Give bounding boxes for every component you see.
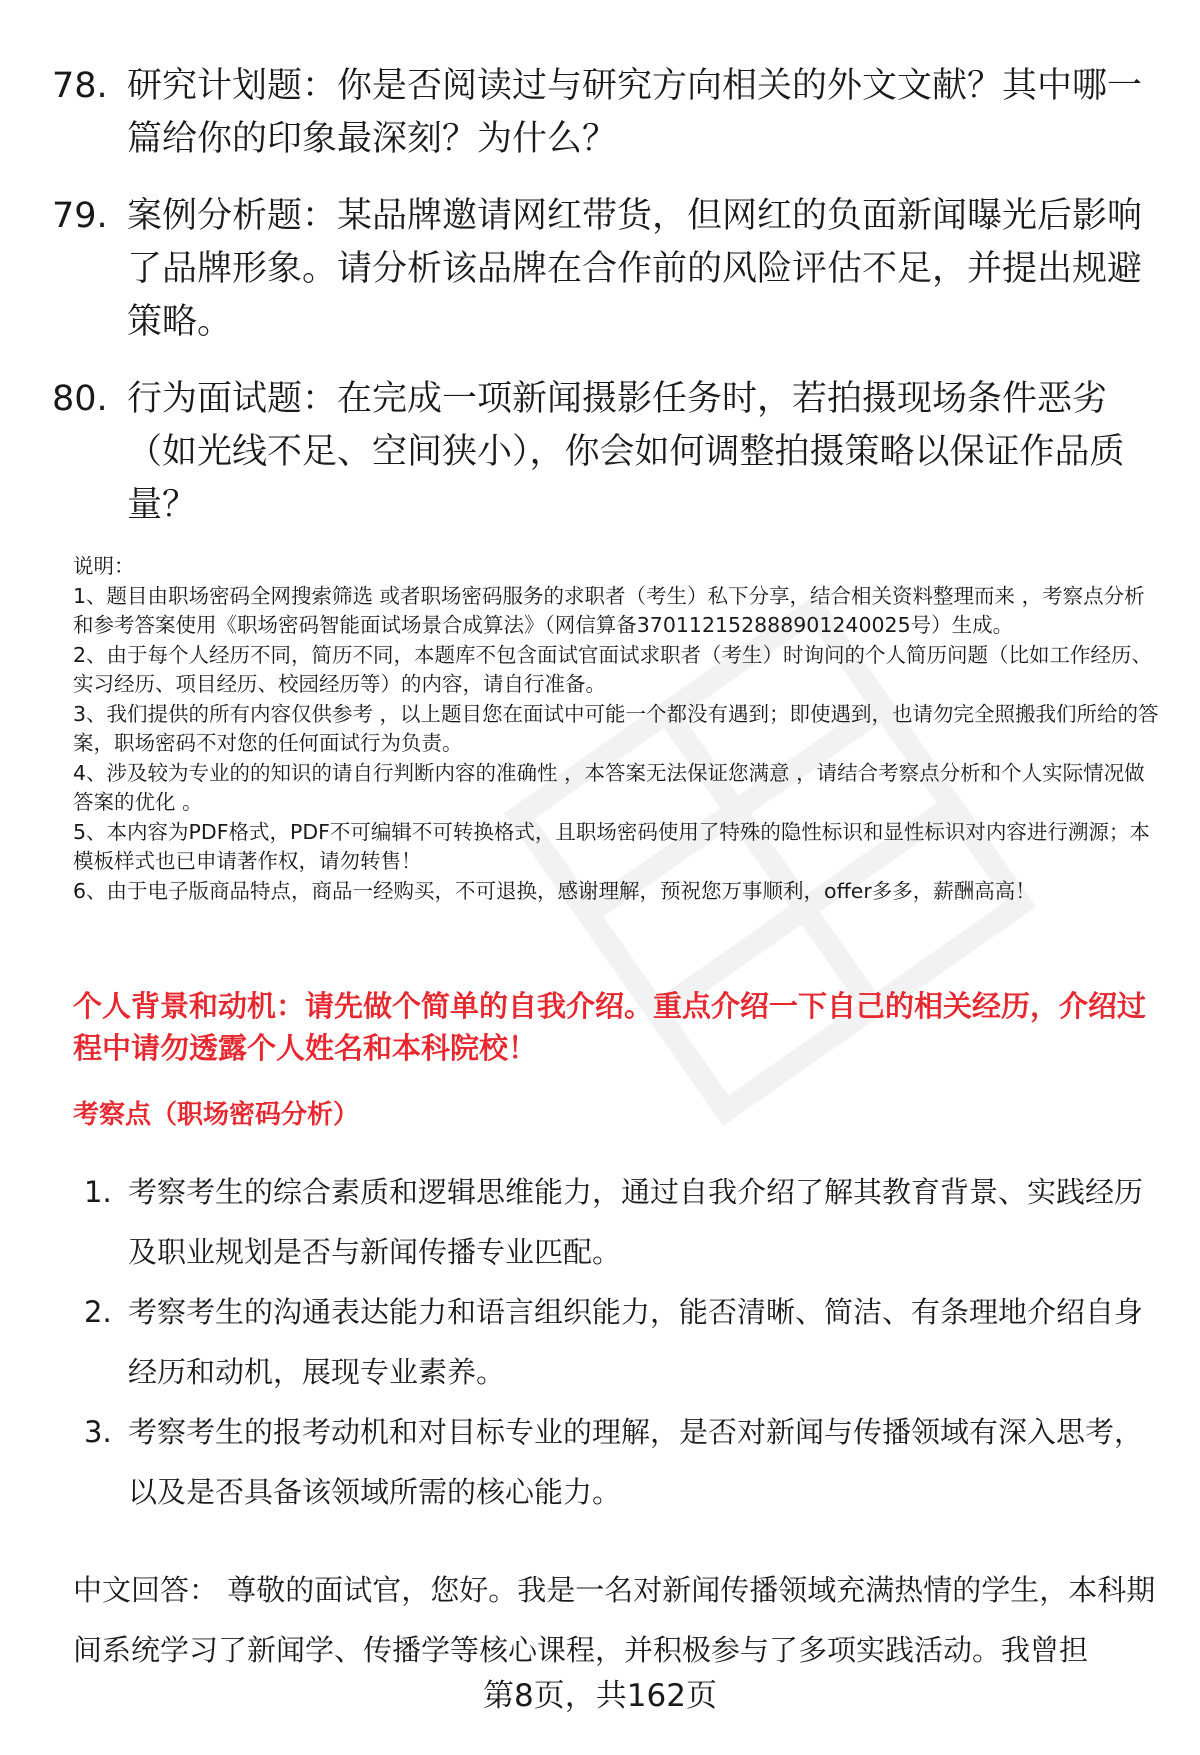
point-number: 2. bbox=[84, 1295, 112, 1329]
note-item: 4、涉及较为专业的的知识的请自行判断内容的准确性 ，本答案无法保证您满意 ，请结合考察点分析和个人实际情况做答案的优化 。 bbox=[73, 760, 1145, 814]
point-text: 考察考生的综合素质和逻辑思维能力，通过自我介绍了解其教育背景、实践经历及职业规划是否与新闻传播专业匹配。 bbox=[128, 1175, 1144, 1269]
question-item bbox=[52, 60, 1152, 166]
analysis-heading: 考察点（职场密码分析） bbox=[73, 1100, 360, 1130]
background-question-heading: 个人背景和动机：请先做个简单的自我介绍。重点介绍一下自己的相关经历，介绍过程中请勿透露个人姓名和本科院校！ bbox=[73, 989, 1147, 1065]
note-item: 5、本内容为PDF格式，PDF不可编辑不可转换格式，且职场密码使用了特殊的隐性标识和显性标识对内容进行溯源；本模板样式也已申请著作权，请勿转售！ bbox=[73, 819, 1150, 873]
page-number-footer: 第8页，共162页 bbox=[483, 1678, 717, 1714]
analysis-points bbox=[84, 1162, 1164, 1522]
question-text: 行为面试题：在完成一项新闻摄影任务时，若拍摄现场条件恶劣（如光线不足、空间狭小），你会如何调整拍摄策略以保证作品质量？ bbox=[127, 379, 1125, 525]
note-item: 1、题目由职场密码全网搜索筛选 或者职场密码服务的求职者（考生）私下分享，结合相关资料整理而来 ，考察点分析和参考答案使用《职场密码智能面试场景合成算法》（网信算备370112152888901240025号）生成。 bbox=[73, 583, 1145, 637]
analysis-point bbox=[84, 1162, 1164, 1282]
chinese-answer: 中文回答： 尊敬的面试官，您好。我是一名对新闻传播领域充满热情的学生，本科期间系统学习了新闻学、传播学等核心课程，并积极参与了多项实践活动。我曾担 bbox=[73, 1573, 1156, 1667]
question-text: 研究计划题：你是否阅读过与研究方向相关的外文文献？其中哪一篇给你的印象最深刻？为什么？ bbox=[127, 66, 1143, 159]
question-number: 79. bbox=[52, 196, 108, 236]
point-number: 1. bbox=[84, 1175, 112, 1209]
question-number: 78. bbox=[52, 66, 108, 106]
note-item: 2、由于每个人经历不同，简历不同，本题库不包含面试官面试求职者（考生）时询问的个人简历问题（比如工作经历、实习经历、项目经历、校园经历等）的内容，请自行准备。 bbox=[73, 642, 1153, 696]
question-number: 80. bbox=[52, 379, 108, 419]
question-item bbox=[52, 190, 1152, 349]
question-list bbox=[52, 60, 1152, 556]
point-number: 3. bbox=[84, 1415, 112, 1449]
question-text: 案例分析题：某品牌邀请网红带货，但网红的负面新闻曝光后影响了品牌形象。请分析该品牌在合作前的风险评估不足，并提出规避策略。 bbox=[127, 196, 1143, 342]
analysis-point bbox=[84, 1282, 1164, 1402]
point-text: 考察考生的报考动机和对目标专业的理解，是否对新闻与传播领域有深入思考，以及是否具备该领域所需的核心能力。 bbox=[128, 1415, 1144, 1509]
notes-title: 说明： bbox=[73, 554, 135, 578]
analysis-point bbox=[84, 1402, 1164, 1522]
note-item: 6、由于电子版商品特点，商品一经购买，不可退换，感谢理解，预祝您万事顺利，offer多多，薪酬高高！ bbox=[73, 878, 1036, 903]
notes-section bbox=[73, 552, 1163, 906]
note-item: 3、我们提供的所有内容仅供参考 ，以上题目您在面试中可能一个都没有遇到；即使遇到，也请勿完全照搬我们所给的答案，职场密码不对您的任何面试行为负责。 bbox=[73, 701, 1159, 755]
point-text: 考察考生的沟通表达能力和语言组织能力，能否清晰、简洁、有条理地介绍自身经历和动机，展现专业素养。 bbox=[128, 1295, 1144, 1389]
question-item bbox=[52, 373, 1152, 532]
